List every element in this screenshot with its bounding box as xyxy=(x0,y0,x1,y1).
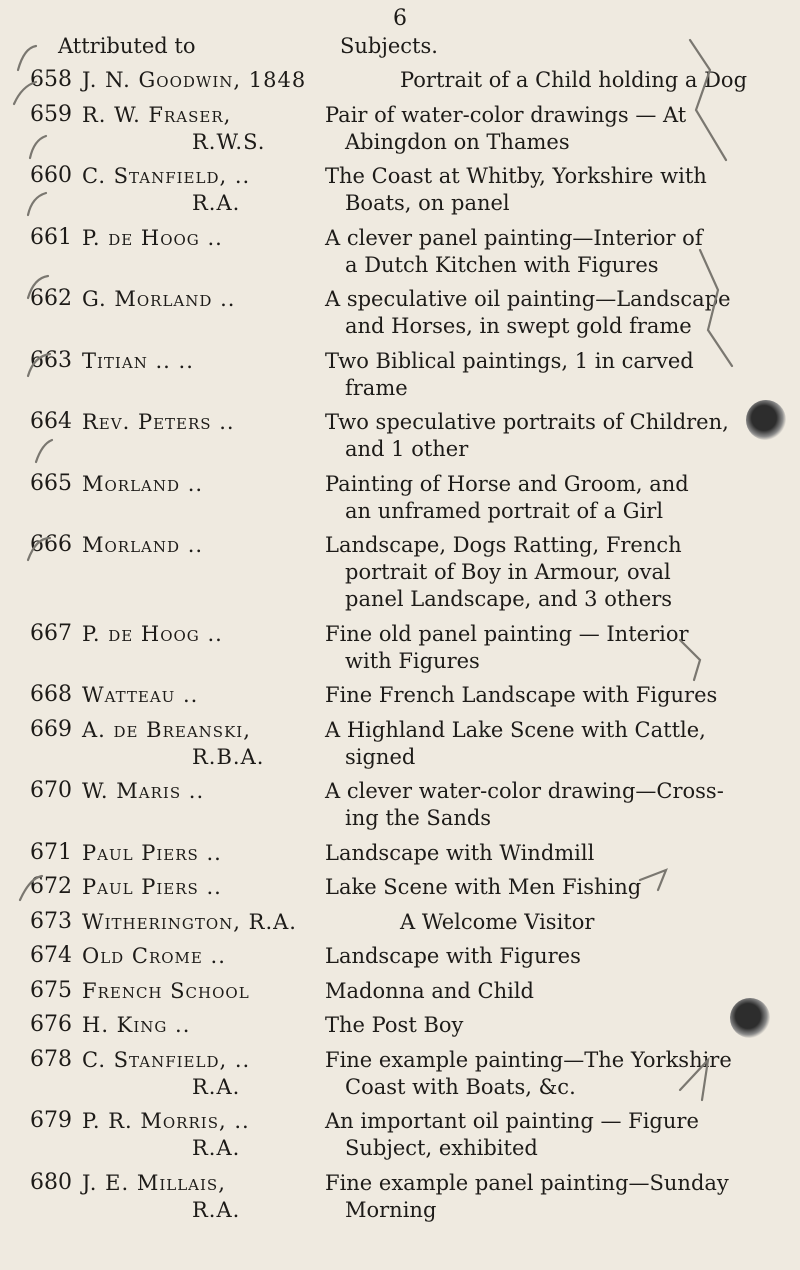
artist-line: A. de Breanski, xyxy=(82,717,251,742)
lot-number: 667 xyxy=(30,620,72,646)
subject-description xyxy=(325,163,800,217)
artist-name xyxy=(82,943,292,970)
artist-line: R.A. xyxy=(192,1197,241,1222)
artist-line: Paul Piers .. xyxy=(82,875,222,899)
subject-description xyxy=(325,840,800,867)
catalogue-entry xyxy=(0,621,800,675)
catalogue-entry xyxy=(0,978,800,1005)
artist-line: R.A. xyxy=(192,191,241,215)
catalogue-entry xyxy=(0,225,800,279)
catalogue-entry xyxy=(0,102,800,156)
subject-line: An important oil painting — Figure xyxy=(325,1109,699,1133)
artist-line: French School xyxy=(82,978,250,1003)
artist-line: Witherington, R.A. xyxy=(82,909,297,934)
artist-line: G. Morland .. xyxy=(82,287,236,311)
catalogue-entry xyxy=(0,1108,800,1162)
artist-name xyxy=(82,1047,292,1101)
artist-line: P. R. Morris, .. xyxy=(82,1109,250,1133)
subject-line: A clever water-color drawing—Cross- xyxy=(325,779,724,803)
lot-number: 670 xyxy=(30,778,72,803)
artist-name xyxy=(82,909,297,936)
lot-number: 665 xyxy=(30,470,72,496)
subject-description xyxy=(325,471,800,525)
subject-description xyxy=(325,286,800,340)
subject-line: Coast with Boats, &c. xyxy=(345,1074,576,1099)
subject-description xyxy=(325,682,800,709)
subject-description xyxy=(325,1108,800,1162)
lot-number: 659 xyxy=(30,101,72,127)
subject-line: and Horses, in swept gold frame xyxy=(345,314,692,338)
subject-line: Two Biblical paintings, 1 in carved xyxy=(325,348,694,373)
artist-line: J. E. Millais, xyxy=(82,1170,226,1195)
lot-number: 661 xyxy=(30,224,72,250)
catalogue-entry xyxy=(0,682,800,709)
subject-line: Subject, exhibited xyxy=(345,1136,538,1160)
catalogue-entry xyxy=(0,532,800,613)
artist-line: C. Stanfield, .. xyxy=(82,164,251,188)
subject-description xyxy=(325,532,800,613)
artist-line: Watteau .. xyxy=(82,683,199,707)
artist-name xyxy=(82,532,292,559)
subject-line: Painting of Horse and Groom, and xyxy=(325,471,689,496)
subject-line: Landscape with Windmill xyxy=(325,840,595,865)
lot-number: 662 xyxy=(30,286,72,311)
subject-line: Two speculative portraits of Children, xyxy=(325,410,729,434)
subject-description xyxy=(325,717,800,771)
artist-name xyxy=(82,1170,292,1224)
artist-name xyxy=(82,471,292,498)
subject-line: a Dutch Kitchen with Figures xyxy=(345,252,659,277)
subject-line: with Figures xyxy=(345,648,480,673)
artist-name xyxy=(82,840,292,867)
subject-description xyxy=(325,978,800,1005)
subject-line: Abingdon on Thames xyxy=(345,129,570,154)
catalogue-entry xyxy=(0,1012,800,1039)
subject-description xyxy=(400,909,800,936)
catalogue-entry xyxy=(0,471,800,525)
subject-description xyxy=(325,943,800,970)
subject-description xyxy=(325,778,800,832)
lot-number: 658 xyxy=(30,67,72,92)
artist-line: R.B.A. xyxy=(192,744,265,769)
subject-description xyxy=(325,225,800,279)
subject-line: Madonna and Child xyxy=(325,978,534,1003)
subject-line: Pair of water-color drawings — At xyxy=(325,102,687,127)
artist-name xyxy=(82,778,292,805)
subject-line: A Highland Lake Scene with Cattle, xyxy=(325,717,706,742)
catalogue-entry xyxy=(0,409,800,463)
artist-line: Rev. Peters .. xyxy=(82,410,235,434)
subject-line: Fine example panel painting—Sunday xyxy=(325,1170,729,1195)
lot-number: 666 xyxy=(30,532,72,557)
lot-number: 675 xyxy=(30,977,72,1003)
column-header-attributed: Attributed to xyxy=(58,34,196,58)
subject-line: and 1 other xyxy=(345,437,469,461)
lot-number: 678 xyxy=(30,1046,72,1072)
artist-line: J. N. Goodwin, 1848 xyxy=(82,68,307,92)
subject-line: The Post Boy xyxy=(325,1013,464,1037)
catalogue-entry xyxy=(0,286,800,340)
catalogue-entry xyxy=(0,163,800,217)
lot-number: 669 xyxy=(30,716,72,742)
artist-name xyxy=(82,1012,292,1039)
column-header-subjects: Subjects. xyxy=(340,34,438,58)
artist-line: R.A. xyxy=(192,1074,241,1099)
artist-line: W. Maris .. xyxy=(82,779,205,803)
subject-description xyxy=(325,409,800,463)
subject-line: Lake Scene with Men Fishing xyxy=(325,875,642,899)
artist-name xyxy=(82,409,292,436)
subject-description xyxy=(325,1047,800,1101)
lot-number: 664 xyxy=(30,409,72,434)
catalogue-entry xyxy=(0,67,800,94)
lot-number: 679 xyxy=(30,1108,72,1133)
subject-line: A speculative oil painting—Landscape xyxy=(325,287,731,311)
catalogue-entry xyxy=(0,778,800,832)
artist-name xyxy=(82,874,292,901)
subject-description xyxy=(400,67,800,94)
lot-number: 668 xyxy=(30,682,72,707)
subject-description xyxy=(325,348,800,402)
lot-number: 663 xyxy=(30,347,72,373)
catalogue-entry xyxy=(0,874,800,901)
subject-line: Fine example painting—The Yorkshire xyxy=(325,1047,732,1072)
artist-line: C. Stanfield, .. xyxy=(82,1047,251,1072)
catalogue-entry xyxy=(0,840,800,867)
subject-description xyxy=(325,1170,800,1224)
artist-name xyxy=(82,717,292,771)
artist-line: R. W. Fraser, xyxy=(82,102,232,127)
artist-line: Old Crome .. xyxy=(82,944,226,968)
subject-line: ing the Sands xyxy=(345,806,492,830)
artist-line: P. de Hoog .. xyxy=(82,621,223,646)
artist-line: R.A. xyxy=(192,1136,241,1160)
catalogue-entry xyxy=(0,717,800,771)
artist-name xyxy=(82,225,292,252)
artist-line: Titian .. .. xyxy=(82,348,194,373)
lot-number: 673 xyxy=(30,908,72,934)
subject-line: portrait of Boy in Armour, oval xyxy=(345,560,671,584)
subject-line: panel Landscape, and 3 others xyxy=(345,587,673,611)
artist-name xyxy=(82,1108,292,1162)
catalogue-entry xyxy=(0,1170,800,1224)
subject-line: Morning xyxy=(345,1197,437,1222)
subject-line: A Welcome Visitor xyxy=(400,909,595,934)
catalogue-entry xyxy=(0,348,800,402)
ink-dot-icon xyxy=(746,400,786,440)
page-number: 6 xyxy=(393,6,407,31)
lot-number: 672 xyxy=(30,874,72,899)
subject-line: Portrait of a Child holding a Dog xyxy=(400,68,748,92)
artist-name xyxy=(82,621,292,648)
subject-line: frame xyxy=(345,375,408,400)
artist-name xyxy=(82,286,292,313)
catalogue-entry xyxy=(0,943,800,970)
subject-line: Fine French Landscape with Figures xyxy=(325,683,718,707)
ink-dot-icon xyxy=(730,998,770,1038)
artist-line: P. de Hoog .. xyxy=(82,225,223,250)
subject-line: signed xyxy=(345,744,416,769)
artist-name xyxy=(82,348,292,375)
artist-name xyxy=(82,67,307,94)
subject-line: Landscape with Figures xyxy=(325,944,581,968)
artist-line: H. King .. xyxy=(82,1013,191,1037)
subject-description xyxy=(325,874,800,901)
artist-name xyxy=(82,978,292,1005)
lot-number: 671 xyxy=(30,839,72,865)
artist-name xyxy=(82,102,292,156)
subject-description xyxy=(325,621,800,675)
artist-line: Paul Piers .. xyxy=(82,840,222,865)
artist-name xyxy=(82,682,292,709)
lot-number: 680 xyxy=(30,1169,72,1195)
catalogue-entry xyxy=(0,909,800,936)
lot-number: 676 xyxy=(30,1012,72,1037)
subject-line: Fine old panel painting — Interior xyxy=(325,621,689,646)
lot-number: 674 xyxy=(30,943,72,968)
subject-line: Boats, on panel xyxy=(345,191,510,215)
subject-line: The Coast at Whitby, Yorkshire with xyxy=(325,164,707,188)
subject-line: A clever panel painting—Interior of xyxy=(325,225,703,250)
lot-number: 660 xyxy=(30,163,72,188)
subject-description xyxy=(325,102,800,156)
artist-line: R.W.S. xyxy=(192,129,266,154)
artist-name xyxy=(82,163,292,217)
catalogue-entry xyxy=(0,1047,800,1101)
subject-line: an unframed portrait of a Girl xyxy=(345,498,664,523)
artist-line: Morland .. xyxy=(82,533,204,557)
artist-line: Morland .. xyxy=(82,471,204,496)
subject-line: Landscape, Dogs Ratting, French xyxy=(325,533,682,557)
subject-description xyxy=(325,1012,800,1039)
